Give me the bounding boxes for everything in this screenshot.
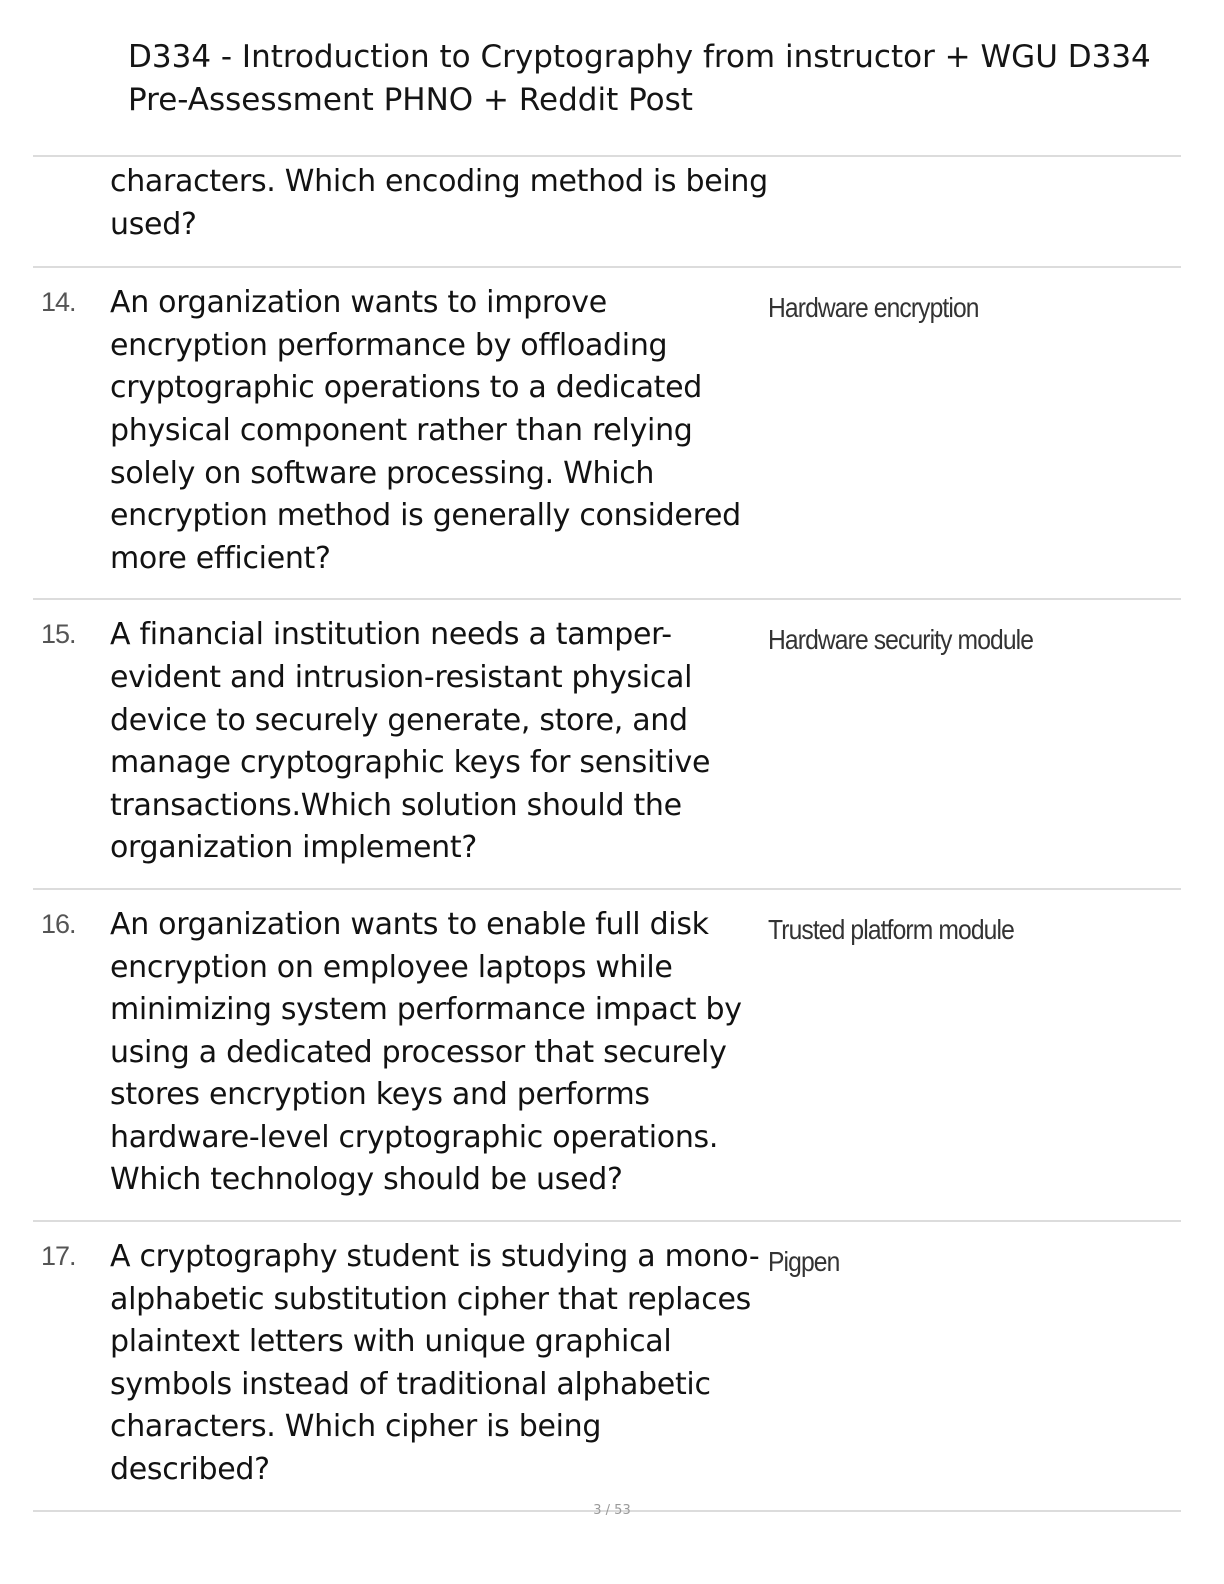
answer-text: Pigpen [768, 1246, 840, 1278]
table-row [33, 268, 1181, 600]
question-text: characters. Which encoding method is being used? [110, 164, 768, 242]
flashcard-table [33, 155, 1181, 1512]
document-title: D334 - Introduction to Cryptography from instructor + WGU D334 Pre-Assessment PHNO + Reddit Post [128, 39, 1151, 118]
question-text: A financial institution needs a tamper-evident and intrusion-resistant physical device to securely generate, store, and manage cryptographic keys for sensitive transactions.Which solution should the organization implement? [110, 617, 711, 866]
answer-text: Hardware security module [768, 624, 1034, 656]
table-row [33, 890, 1181, 1222]
question-text: An organization wants to enable full disk encryption on employee laptops while minimizing system performance impact by using a dedicated processor that securely stores encryption keys and performs hardware-level cryptographic operations. Which technology should be used? [110, 906, 742, 1198]
row-number: 17. [41, 1241, 76, 1272]
row-number: 15. [41, 619, 76, 650]
answer-text: Hardware encryption [768, 292, 979, 324]
table-row [33, 157, 1181, 268]
table-row [33, 600, 1181, 890]
table-row [33, 1222, 1181, 1512]
row-number: 14. [41, 287, 76, 318]
question-text: An organization wants to improve encryption performance by offloading cryptographic operations to a dedicated physical component rather than relying solely on software processing. Which encryption method is generally considered more efficient? [110, 285, 741, 576]
answer-text: Trusted platform module [768, 913, 1014, 945]
row-number: 16. [41, 908, 76, 939]
question-text: A cryptography student is studying a mono-alphabetic substitution cipher that replaces plaintext letters with unique graphical symbols instead of traditional alphabetic characters. Which cipher is being described? [110, 1239, 760, 1488]
page-number: 3 / 53 [593, 1503, 631, 1518]
